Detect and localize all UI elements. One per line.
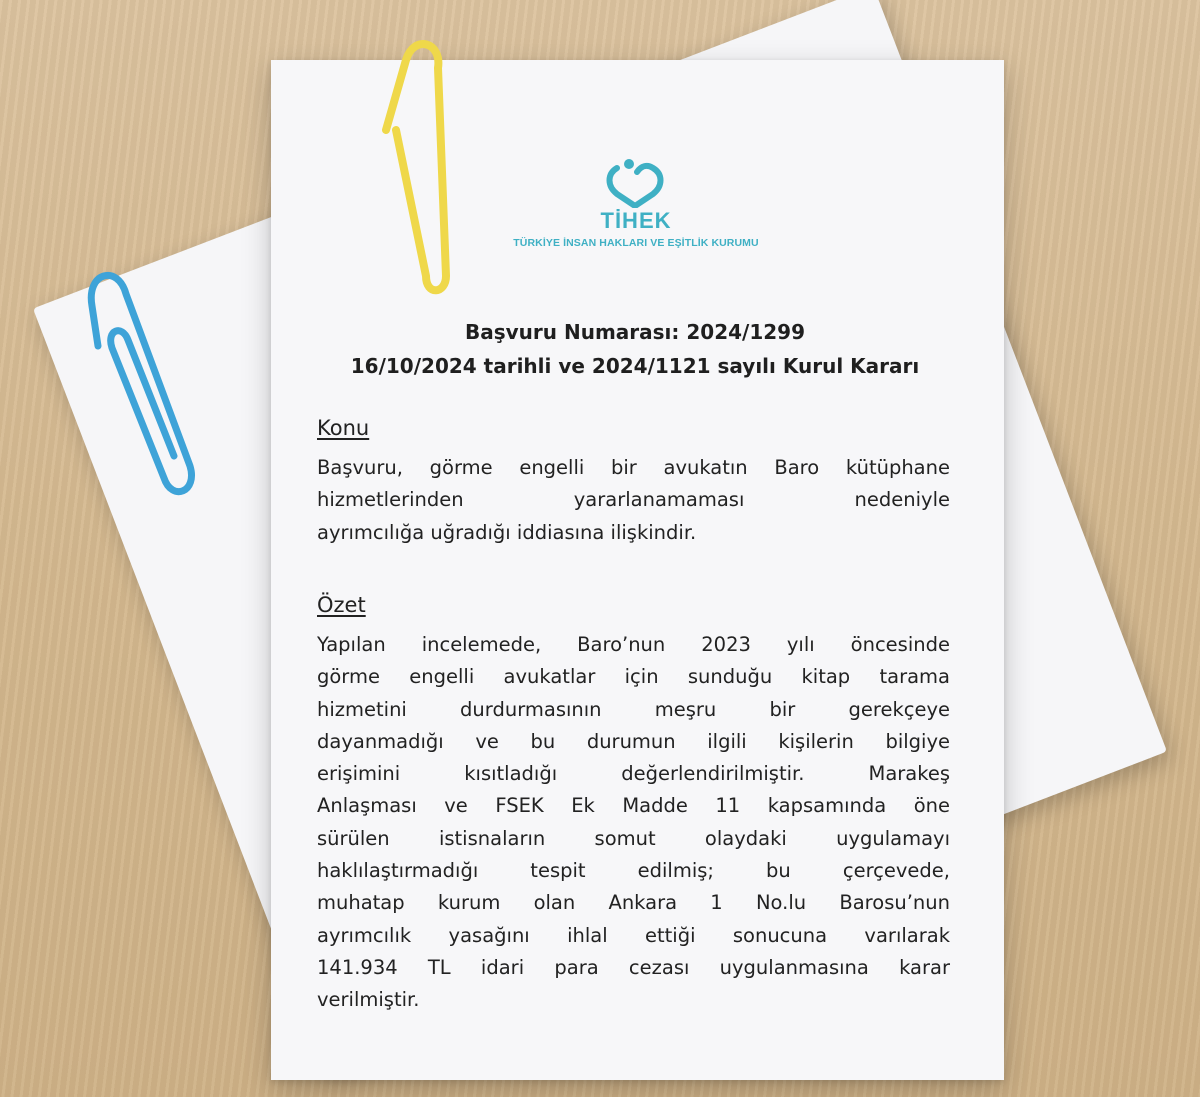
section-body-konu — [317, 452, 950, 549]
section-heading-konu: Konu — [317, 416, 370, 440]
text-line: görme engelli avukatlar için sunduğu kitap tarama — [317, 665, 950, 689]
text-line: ayrımcılık yasağını ihlal ettiği sonucuna varılarak — [317, 923, 950, 947]
text-line: Anlaşması ve FSEK Ek Madde 11 kapsamında öne — [317, 794, 950, 818]
text-line: hizmetlerinden yararlanamaması nedeniyle — [317, 488, 950, 512]
section-ozet — [317, 591, 950, 1017]
document-title — [300, 315, 970, 383]
text-line: sürülen istisnaların somut olaydaki uygulamayı — [317, 826, 950, 850]
heart-person-icon — [601, 156, 671, 208]
text-line: Yapılan incelemede, Baro’nun 2023 yılı öncesinde — [317, 633, 950, 656]
text-line: verilmiştir. — [317, 988, 420, 1012]
text-line: ayrımcılığa uğradığı iddiasına ilişkindir. — [317, 520, 697, 544]
logo-subtitle: TÜRKİYE İNSAN HAKLARI VE EŞİTLİK KURUMU — [513, 237, 759, 249]
text-line: 141.934 TL idari para cezası uygulanmasına karar — [317, 955, 950, 979]
section-body-ozet — [317, 629, 950, 1017]
application-number: Başvuru Numarası: 2024/1299 — [464, 320, 805, 344]
tihek-logo — [511, 156, 761, 249]
section-konu — [317, 414, 950, 549]
text-line: haklılaştırmadığı tespit edilmiş; bu çerçevede, — [317, 859, 950, 883]
board-decision-line: 16/10/2024 tarihli ve 2024/1121 sayılı Kurul Kararı — [350, 354, 920, 378]
text-line: hizmetini durdurmasının meşru bir gerekçeye — [317, 697, 950, 721]
text-line: muhatap kurum olan Ankara 1 No.lu Barosu’nun — [317, 891, 950, 915]
text-line: Başvuru, görme engelli bir avukatın Baro kütüphane — [317, 456, 950, 479]
text-line: dayanmadığı ve bu durumun ilgili kişilerin bilgiye — [317, 729, 950, 753]
logo-name: TİHEK — [600, 208, 672, 233]
text-line: erişimini kısıtladığı değerlendirilmiştir. Marakeş — [317, 762, 950, 786]
section-heading-ozet: Özet — [317, 593, 366, 617]
